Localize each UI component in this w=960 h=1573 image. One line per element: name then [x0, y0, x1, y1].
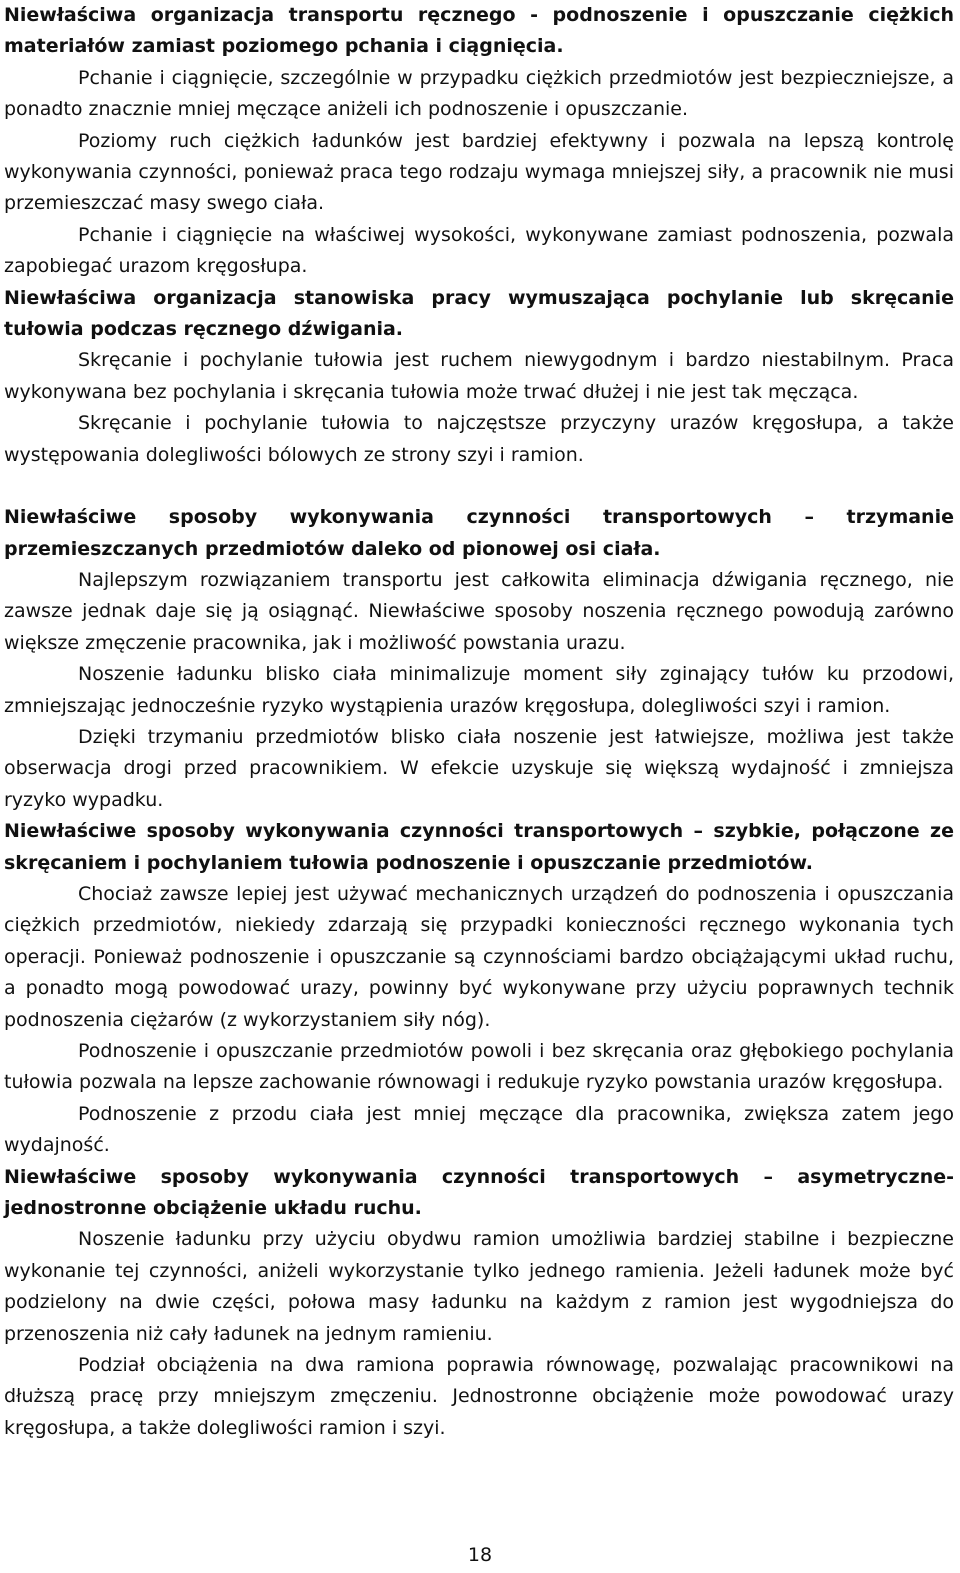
section-spacer [4, 471, 954, 502]
paragraph: Chociaż zawsze lepiej jest używać mechanicznych urządzeń do podnoszenia i opuszczania ciężkich przedmiotów, niekiedy zdarzają się przypadki konieczności ręcznego wykonania tych operacji. Ponieważ podnoszenie i opuszczanie są czynnościami bardzo obciążającymi układ ruchu, a ponadto mogą powodować urazy, powinny być wykonywane przy użyciu poprawnych technik podnoszenia ciężarów (z wykorzystaniem siły nóg). [4, 882, 954, 1031]
document-page [4, 0, 954, 1444]
section-heading-fast-lifting: Niewłaściwe sposoby wykonywania czynności transportowych – szybkie, połączone ze skręcaniem i pochylaniem tułowia podnoszenie i opuszczanie przedmiotów. [4, 820, 954, 874]
section-heading-workstation-organization: Niewłaściwa organizacja stanowiska pracy wymuszająca pochylanie lub skręcanie tułowia podczas ręcznego dźwigania. [4, 286, 954, 341]
paragraph: Skręcanie i pochylanie tułowia to najczęstsze przyczyny urazów kręgosłupa, a także występowania dolegliwości bólowych ze strony szyi i ramion. [4, 412, 954, 466]
section-heading-asymmetric-load: Niewłaściwe sposoby wykonywania czynności transportowych – asymetryczne-jednostronne obciążenie układu ruchu. [4, 1165, 954, 1220]
section-heading-holding-far: Niewłaściwe sposoby wykonywania czynności transportowych – trzymanie przemieszczanych przedmiotów daleko od pionowej osi ciała. [4, 506, 954, 560]
paragraph: Noszenie ładunku blisko ciała minimalizuje moment siły zginający tułów ku przodowi, zmniejszając jednocześnie ryzyko wystąpienia urazów kręgosłupa, dolegliwości szyi i ramion. [4, 663, 954, 717]
paragraph: Podnoszenie z przodu ciała jest mniej męczące dla pracownika, zwiększa zatem jego wydajność. [4, 1102, 954, 1157]
paragraph: Pchanie i ciągnięcie na właściwej wysokości, wykonywane zamiast podnoszenia, pozwala zapobiegać urazom kręgosłupa. [4, 223, 954, 278]
paragraph: Podział obciążenia na dwa ramiona poprawia równowagę, pozwalając pracownikowi na dłuższą pracę przy mniejszym zmęczeniu. Jednostronne obciążenie może powodować urazy kręgosłupa, a także dolegliwości ramion i szyi. [4, 1354, 954, 1439]
section-heading-transport-organization: Niewłaściwa organizacja transportu ręcznego - podnoszenie i opuszczanie ciężkich materiałów zamiast poziomego pchania i ciągnięcia. [4, 4, 954, 58]
paragraph: Pchanie i ciągnięcie, szczególnie w przypadku ciężkich przedmiotów jest bezpieczniejsze, a ponadto znacznie mniej męczące aniżeli ich podnoszenie i opuszczanie. [4, 66, 954, 121]
page-number: 18 [467, 1544, 493, 1566]
paragraph: Skręcanie i pochylanie tułowia jest ruchem niewygodnym i bardzo niestabilnym. Praca wykonywana bez pochylania i skręcania tułowia może trwać dłużej i nie jest tak męcząca. [4, 349, 954, 403]
paragraph: Dzięki trzymaniu przedmiotów blisko ciała noszenie jest łatwiejsze, możliwa jest także obserwacja drogi przed pracownikiem. W efekcie uzyskuje się większą wydajność i zmniejsza ryzyko wypadku. [4, 725, 954, 811]
paragraph: Poziomy ruch ciężkich ładunków jest bardziej efektywny i pozwala na lepszą kontrolę wykonywania czynności, ponieważ praca tego rodzaju wymaga mniejszej siły, a pracownik nie musi przemieszczać masy swego ciała. [4, 129, 954, 215]
paragraph: Najlepszym rozwiązaniem transportu jest całkowita eliminacja dźwigania ręcznego, nie zawsze jednak daje się ją osiągnąć. Niewłaściwe sposoby noszenia ręcznego powodują zarówno większe zmęczenie pracownika, jak i możliwość powstania urazu. [4, 568, 954, 654]
paragraph: Podnoszenie i opuszczanie przedmiotów powoli i bez skręcania oraz głębokiego pochylania tułowia pozwala na lepsze zachowanie równowagi i redukuje ryzyko powstania urazów kręgosłupa. [4, 1040, 954, 1094]
paragraph: Noszenie ładunku przy użyciu obydwu ramion umożliwia bardziej stabilne i bezpieczne wykonanie tej czynności, aniżeli wykorzystanie tylko jednego ramienia. Jeżeli ładunek może być podzielony na dwie części, połowa masy ładunku na każdym z ramion jest wygodniejsza do przenoszenia niż cały ładunek na jednym ramieniu. [4, 1228, 954, 1345]
